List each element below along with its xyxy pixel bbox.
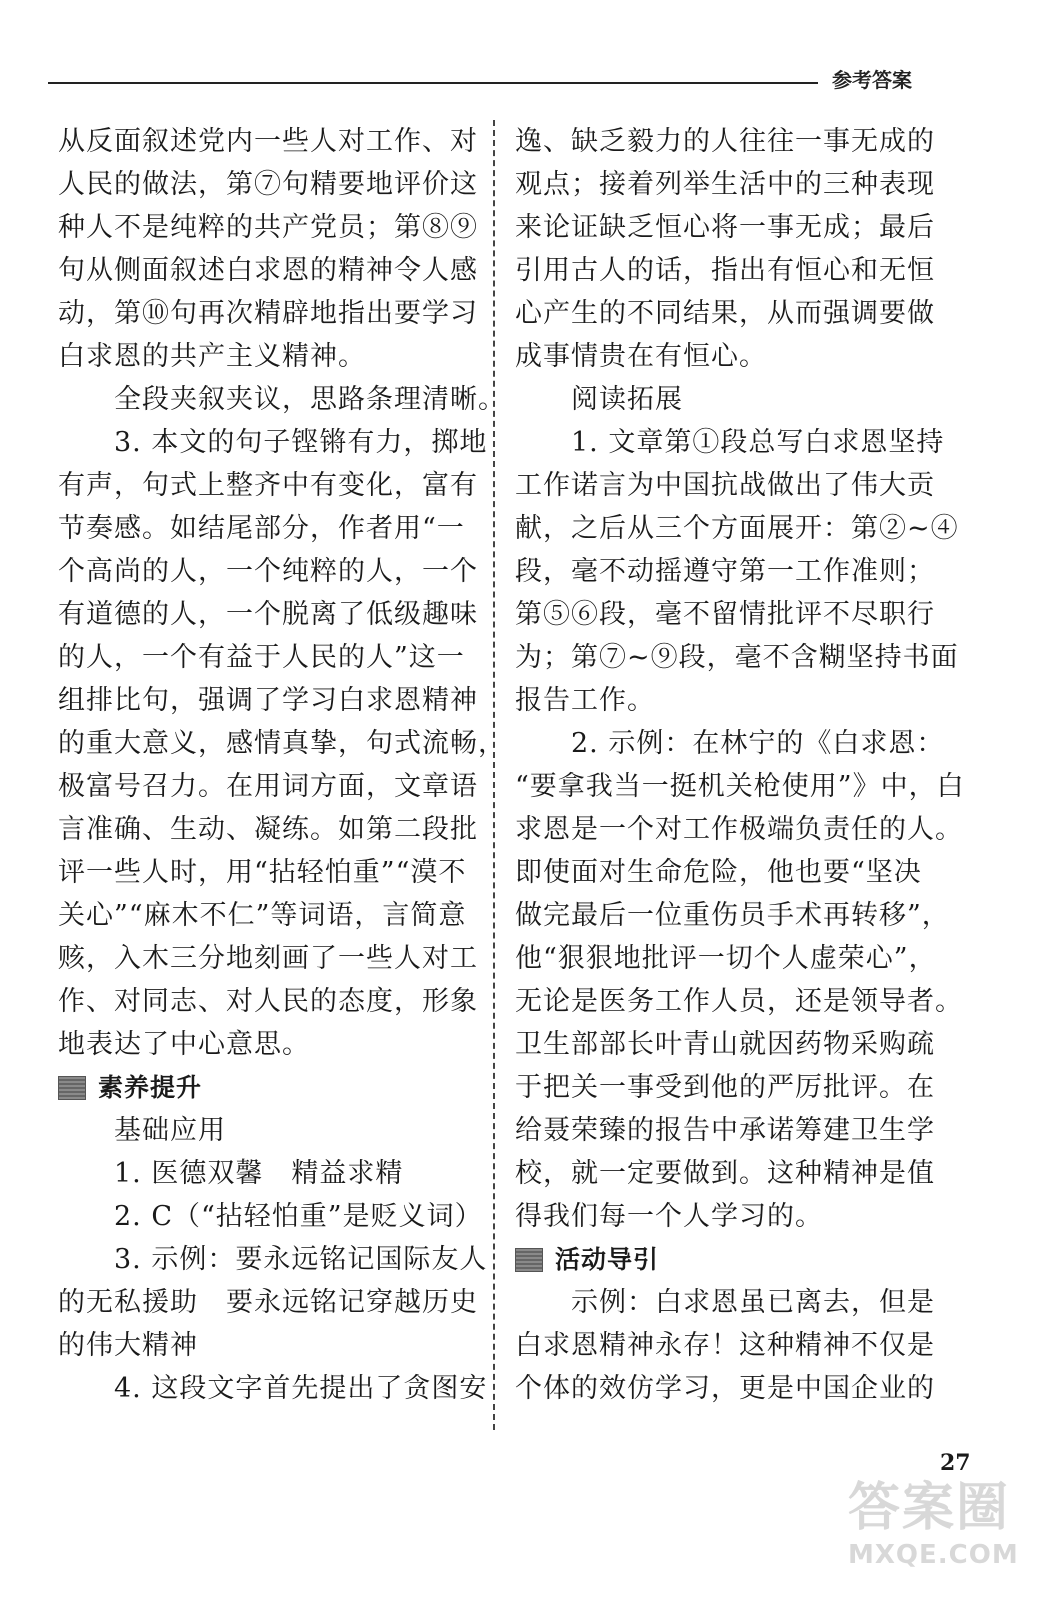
- text-line: 地表达了中心意思。: [58, 1029, 310, 1060]
- text-line: 作、对同志、对人民的态度，形象: [58, 986, 478, 1017]
- text-line: 言准确、生动、凝练。如第二段批: [58, 814, 478, 845]
- right-section-text: [515, 1281, 940, 1410]
- text-line: 个高尚的人，一个纯粹的人，一个: [58, 556, 478, 587]
- text-line: 做完最后一位重伤员手术再转移”，: [515, 900, 950, 931]
- header-rule: [48, 82, 818, 84]
- text-line: 全段夹叙夹议，思路条理清晰。: [58, 384, 506, 415]
- text-line: 人民的做法，第⑦句精要地评价这: [58, 169, 478, 200]
- section-title: 素养提升: [98, 1073, 203, 1102]
- text-line: 赅，入木三分地刻画了一些人对工: [58, 943, 478, 974]
- text-line: 白求恩精神永存！这种精神不仅是: [515, 1330, 935, 1361]
- text-line: 句从侧面叙述白求恩的精神令人感: [58, 255, 478, 286]
- text-line: 为；第⑦~⑨段，毫不含糊坚持书面: [515, 642, 959, 673]
- text-line: “要拿我当一挺机关枪使用”》中，白: [515, 771, 965, 802]
- text-line: 成事情贵在有恒心。: [515, 341, 767, 372]
- watermark-url: MXQE.COM: [848, 1540, 1019, 1570]
- text-line: 于把关一事受到他的严厉批评。在: [515, 1072, 935, 1103]
- text-line: 从反面叙述党内一些人对工作、对: [58, 126, 478, 157]
- section-heading-activity: [515, 1238, 940, 1281]
- text-line: 有道德的人，一个脱离了低级趣味: [58, 599, 478, 630]
- text-line: 献，之后从三个方面展开：第②~④: [515, 513, 959, 544]
- text-line: 极富号召力。在用词方面，文章语: [58, 771, 478, 802]
- text-line: 种人不是纯粹的共产党员；第⑧⑨: [58, 212, 478, 243]
- text-line: 节奏感。如结尾部分，作者用“一: [58, 513, 465, 544]
- text-line: 工作诺言为中国抗战做出了伟大贡: [515, 470, 935, 501]
- text-line: 心产生的不同结果，从而强调要做: [515, 298, 935, 329]
- text-line: 评一些人时，用“拈轻怕重”“漠不: [58, 857, 467, 888]
- text-line: 示例：白求恩虽已离去，但是: [515, 1287, 935, 1318]
- text-line: 段，毫不动摇遵守第一工作准则；: [515, 556, 935, 587]
- right-column: [515, 120, 965, 1410]
- text-line: 引用古人的话，指出有恒心和无恒: [515, 255, 935, 286]
- text-line: 第⑤⑥段，毫不留情批评不尽职行: [515, 599, 935, 630]
- section-title: 活动导引: [555, 1245, 660, 1274]
- text-line: 1. 医德双馨 精益求精: [58, 1158, 404, 1189]
- text-line: 校，就一定要做到。这种精神是值: [515, 1158, 935, 1189]
- text-line: 即使面对生命危险，他也要“坚决: [515, 857, 922, 888]
- text-line: 动，第⑩句再次精辟地指出要学习: [58, 298, 478, 329]
- text-line: 的重大意义，感情真挚，句式流畅，: [58, 728, 506, 759]
- text-line: 白求恩的共产主义精神。: [58, 341, 366, 372]
- text-line: 2. C（“拈轻怕重”是贬义词）: [58, 1201, 483, 1232]
- text-line: 阅读拓展: [515, 384, 683, 415]
- text-line: 求恩是一个对工作极端负责任的人。: [515, 814, 963, 845]
- text-line: 1. 文章第①段总写白求恩坚持: [515, 427, 945, 458]
- text-line: 来论证缺乏恒心将一事无成；最后: [515, 212, 935, 243]
- text-line: 有声，句式上整齐中有变化，富有: [58, 470, 478, 501]
- text-line: 关心”“麻木不仁”等词语，言简意: [58, 900, 467, 931]
- text-line: 给聂荣臻的报告中承诺筹建卫生学: [515, 1115, 935, 1146]
- text-line: 基础应用: [58, 1115, 226, 1146]
- page-number: 27: [940, 1450, 971, 1476]
- text-line: 4. 这段文字首先提出了贪图安: [58, 1373, 488, 1404]
- watermark-text: 答案圈: [848, 1478, 1011, 1538]
- text-line: 观点；接着列举生活中的三种表现: [515, 169, 935, 200]
- left-body-text: [58, 120, 506, 1066]
- text-line: 得我们每一个人学习的。: [515, 1201, 823, 1232]
- text-line: 无论是医务工作人员，还是领导者。: [515, 986, 963, 1017]
- text-line: 3. 示例：要永远铭记国际友人: [58, 1244, 488, 1275]
- text-line: 组排比句，强调了学习白求恩精神: [58, 685, 478, 716]
- section-marker-icon: [515, 1248, 543, 1272]
- text-line: 他“狠狠地批评一切个人虚荣心”，: [515, 943, 937, 974]
- text-line: 报告工作。: [515, 685, 655, 716]
- left-column: [58, 120, 506, 1410]
- section-heading-literacy: [58, 1066, 476, 1109]
- text-line: 的人，一个有益于人民的人”这一: [58, 642, 465, 673]
- text-line: 的伟大精神: [58, 1330, 198, 1361]
- text-line: 2. 示例：在林宁的《白求恩：: [515, 728, 945, 759]
- left-section-text: [58, 1109, 488, 1410]
- text-line: 逸、缺乏毅力的人往往一事无成的: [515, 126, 935, 157]
- text-line: 个体的效仿学习，更是中国企业的: [515, 1373, 935, 1404]
- column-divider: [493, 120, 495, 1430]
- text-line: 的无私援助 要永远铭记穿越历史: [58, 1287, 478, 1318]
- watermark-logo: [848, 1478, 1043, 1590]
- right-body-text: [515, 120, 965, 1238]
- header-label: 参考答案: [832, 68, 912, 92]
- section-marker-icon: [58, 1076, 86, 1100]
- text-line: 3. 本文的句子铿锵有力，掷地: [58, 427, 488, 458]
- text-line: 卫生部部长叶青山就因药物采购疏: [515, 1029, 935, 1060]
